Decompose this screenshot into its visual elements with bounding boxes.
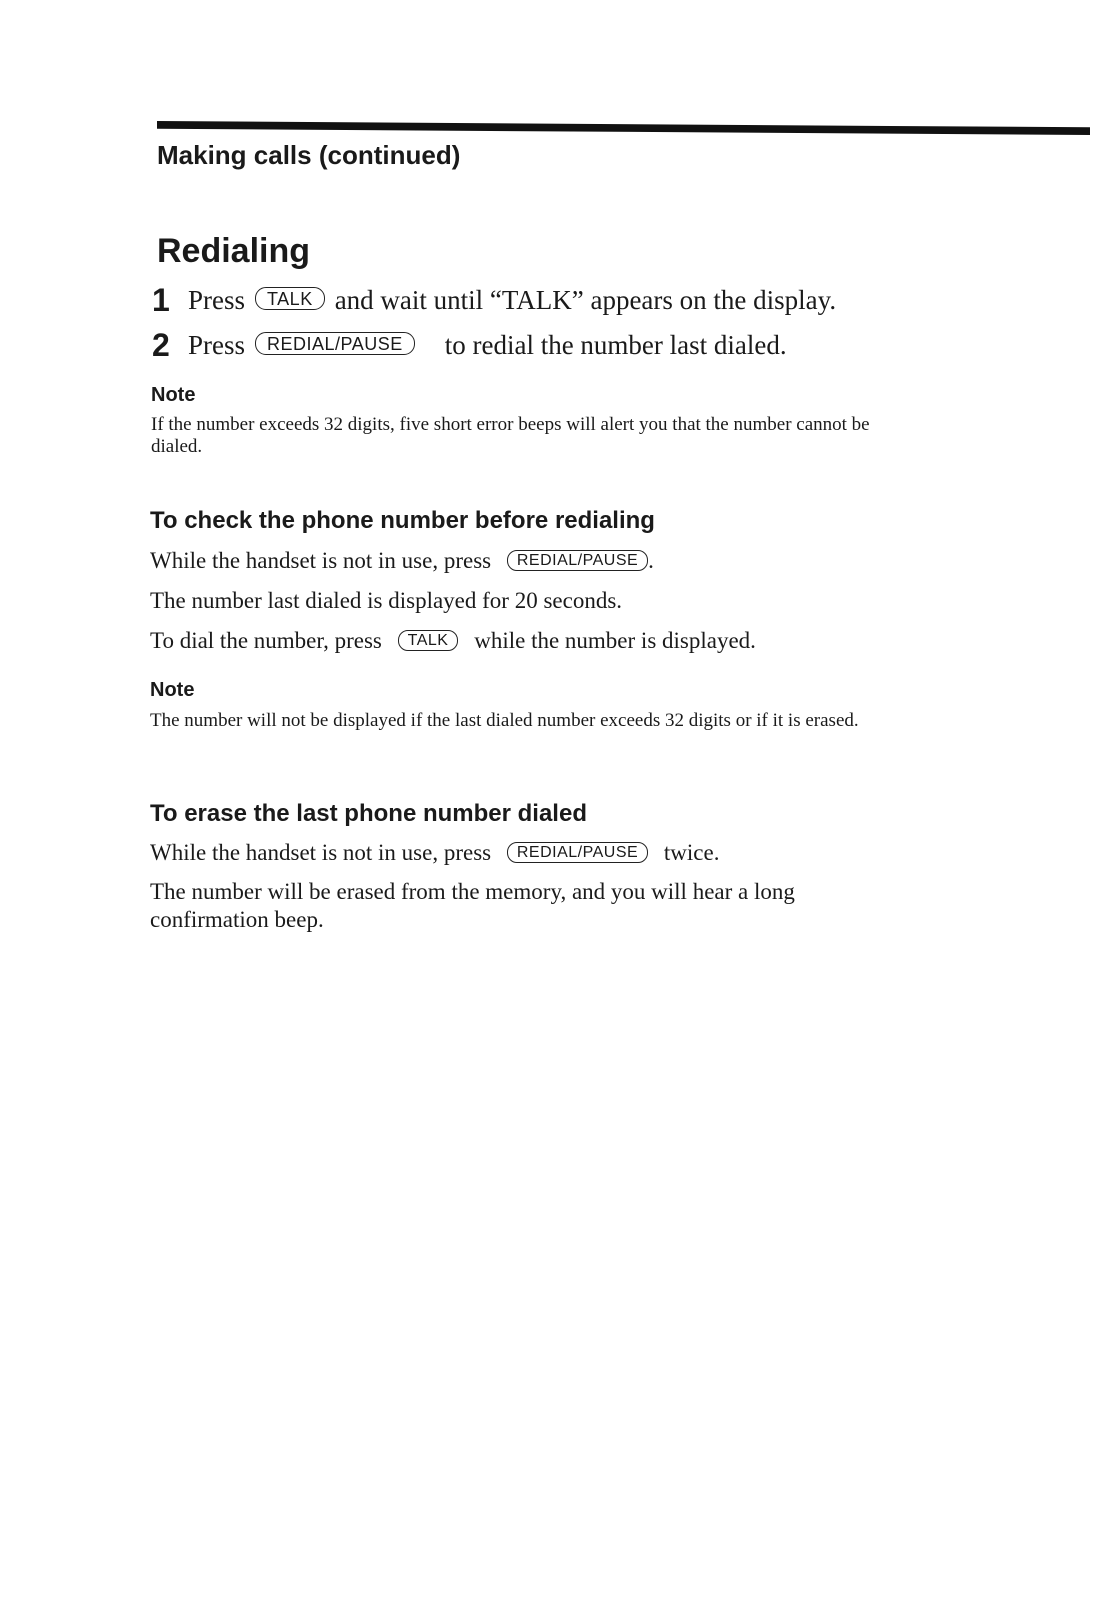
step-2 <box>152 327 787 364</box>
step-number: 1 <box>152 282 170 318</box>
note-label: Note <box>150 679 195 701</box>
section-header: Making calls (continued) <box>157 140 461 170</box>
step-text-pre: Press <box>188 330 246 360</box>
note-label: Note <box>151 384 196 406</box>
talk-key: TALK <box>255 287 325 310</box>
check-heading: To check the phone number before redialing <box>150 507 655 534</box>
check-line-3-end: while the number is displayed. <box>474 628 756 653</box>
talk-key: TALK <box>398 630 459 651</box>
step-number: 2 <box>152 327 170 363</box>
note-text: If the number exceeds 32 digits, five short error beeps will alert you that the number cannot be dialed. <box>151 414 870 457</box>
redial-pause-key: REDIAL/PAUSE <box>507 550 648 571</box>
check-line-1 <box>150 548 654 574</box>
check-line-3-text: To dial the number, press <box>150 628 382 653</box>
page-title: Redialing <box>157 232 311 270</box>
check-line-2: The number last dialed is displayed for 20 seconds. <box>150 588 623 613</box>
redial-pause-key: REDIAL/PAUSE <box>255 332 415 355</box>
step-1 <box>152 282 836 319</box>
redial-pause-key: REDIAL/PAUSE <box>507 842 648 863</box>
check-line-1-text: While the handset is not in use, press <box>150 548 492 573</box>
erase-line-1 <box>150 840 719 866</box>
erase-line-1-text: While the handset is not in use, press <box>150 840 492 865</box>
header-rule <box>157 121 1090 135</box>
step-text-post: to redial the number last dialed. <box>444 330 787 360</box>
erase-line-1-end: twice. <box>663 840 720 865</box>
step-text-pre: Press <box>188 285 246 315</box>
note-text: The number will not be displayed if the last dialed number exceeds 32 digits or if it is erased. <box>150 710 859 731</box>
check-line-3 <box>150 628 756 654</box>
step-text-post: and wait until “TALK” appears on the display. <box>334 285 837 315</box>
check-line-1-end: . <box>648 548 654 573</box>
erase-paragraph: The number will be erased from the memory, and you will hear a long confirmation beep. <box>150 879 795 932</box>
erase-heading: To erase the last phone number dialed <box>150 800 587 827</box>
